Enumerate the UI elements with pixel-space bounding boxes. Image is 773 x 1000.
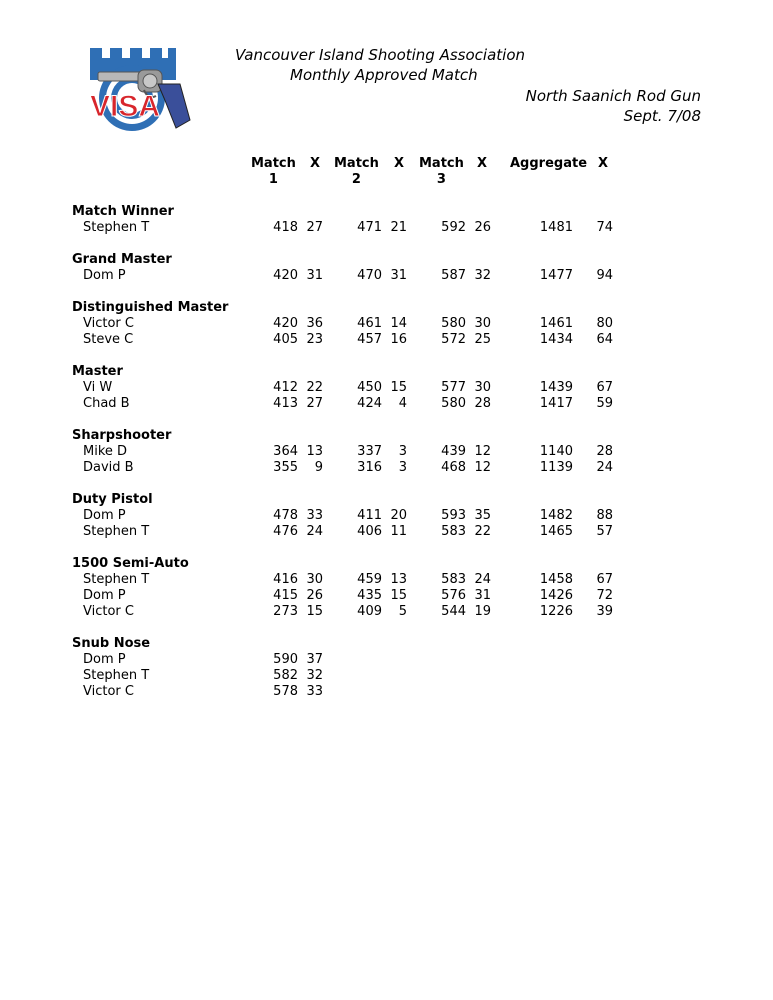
match2-score: 316 xyxy=(357,460,382,475)
table-row xyxy=(72,444,712,460)
aggregate-score: 1426 xyxy=(539,588,573,603)
match1-score: 582 xyxy=(273,668,298,683)
match3-x: 12 xyxy=(474,444,491,459)
match2-x: 14 xyxy=(390,316,407,331)
table-row xyxy=(72,380,712,396)
category-section xyxy=(72,364,712,412)
match1-score: 412 xyxy=(273,380,298,395)
aggregate-x: 80 xyxy=(596,316,613,331)
match2-score: 471 xyxy=(357,220,382,235)
aggregate-x: 57 xyxy=(596,524,613,539)
aggregate-score: 1434 xyxy=(539,332,573,347)
aggregate-x: 24 xyxy=(596,460,613,475)
match2-score: 459 xyxy=(357,572,382,587)
match3-score: 577 xyxy=(441,380,466,395)
match2-score: 406 xyxy=(357,524,382,539)
table-row xyxy=(72,316,712,332)
match1-x: 27 xyxy=(306,220,323,235)
match3-score: 572 xyxy=(441,332,466,347)
match3-score: 580 xyxy=(441,396,466,411)
match3-score: 468 xyxy=(441,460,466,475)
match3-score: 587 xyxy=(441,268,466,283)
category-section xyxy=(72,556,712,620)
match2-x: 11 xyxy=(390,524,407,539)
match1-x: 22 xyxy=(306,380,323,395)
category-section xyxy=(72,428,712,476)
match3-x: 30 xyxy=(474,316,491,331)
category-title: Grand Master xyxy=(72,252,172,267)
aggregate-score: 1226 xyxy=(539,604,573,619)
visa-logo xyxy=(80,40,195,132)
match2-x: 13 xyxy=(390,572,407,587)
match3-score: 592 xyxy=(441,220,466,235)
aggregate-score: 1477 xyxy=(539,268,573,283)
column-header-match2: Match 2 xyxy=(334,156,379,187)
match1-score: 364 xyxy=(273,444,298,459)
match1-score: 420 xyxy=(273,268,298,283)
category-title: Match Winner xyxy=(72,204,174,219)
table-row xyxy=(72,572,712,588)
table-row xyxy=(72,668,712,684)
aggregate-x: 67 xyxy=(596,380,613,395)
match1-x: 9 xyxy=(314,460,323,475)
match1-x: 32 xyxy=(306,668,323,683)
aggregate-x: 59 xyxy=(596,396,613,411)
match2-score: 337 xyxy=(357,444,382,459)
category-title: Master xyxy=(72,364,123,379)
table-row xyxy=(72,508,712,524)
match1-score: 478 xyxy=(273,508,298,523)
table-row xyxy=(72,332,712,348)
aggregate-x: 64 xyxy=(596,332,613,347)
match-date: Sept. 7/08 xyxy=(623,107,701,125)
match3-x: 26 xyxy=(474,220,491,235)
column-header-aggregate: Aggregate xyxy=(510,156,588,171)
aggregate-x: 39 xyxy=(596,604,613,619)
aggregate-x: 67 xyxy=(596,572,613,587)
shooter-name: Mike D xyxy=(83,444,128,459)
table-row xyxy=(72,604,712,620)
aggregate-score: 1481 xyxy=(539,220,573,235)
match1-score: 355 xyxy=(273,460,298,475)
match2-score: 424 xyxy=(357,396,382,411)
match3-score: 583 xyxy=(441,524,466,539)
match1-score: 415 xyxy=(273,588,298,603)
match2-x: 4 xyxy=(398,396,407,411)
category-title: Sharpshooter xyxy=(72,428,172,443)
aggregate-x: 94 xyxy=(596,268,613,283)
match3-x: 22 xyxy=(474,524,491,539)
category-section xyxy=(72,204,712,236)
shooter-name: Dom P xyxy=(83,652,126,667)
aggregate-score: 1140 xyxy=(539,444,573,459)
match2-x: 5 xyxy=(398,604,407,619)
aggregate-x: 74 xyxy=(596,220,613,235)
match1-x: 36 xyxy=(306,316,323,331)
match1-score: 413 xyxy=(273,396,298,411)
shooter-name: Victor C xyxy=(83,316,134,331)
column-header-x2: X xyxy=(394,156,405,171)
match1-score: 476 xyxy=(273,524,298,539)
shooter-name: Stephen T xyxy=(83,572,150,587)
match1-score: 420 xyxy=(273,316,298,331)
match1-score: 405 xyxy=(273,332,298,347)
aggregate-score: 1458 xyxy=(539,572,573,587)
shooter-name: David B xyxy=(83,460,134,475)
match3-score: 583 xyxy=(441,572,466,587)
aggregate-x: 72 xyxy=(596,588,613,603)
category-section xyxy=(72,636,712,700)
match1-score: 273 xyxy=(273,604,298,619)
column-header-x3: X xyxy=(477,156,488,171)
match1-score: 578 xyxy=(273,684,298,699)
match2-x: 20 xyxy=(390,508,407,523)
match2-score: 457 xyxy=(357,332,382,347)
match1-x: 26 xyxy=(306,588,323,603)
match1-x: 33 xyxy=(306,684,323,699)
table-row xyxy=(72,268,712,284)
match2-score: 435 xyxy=(357,588,382,603)
table-row xyxy=(72,588,712,604)
match3-x: 32 xyxy=(474,268,491,283)
aggregate-score: 1417 xyxy=(539,396,573,411)
match3-score: 580 xyxy=(441,316,466,331)
shooter-name: Stephen T xyxy=(83,524,150,539)
match2-score: 461 xyxy=(357,316,382,331)
category-title: Snub Nose xyxy=(72,636,151,651)
table-row xyxy=(72,684,712,700)
organization-title: Vancouver Island Shooting Association xyxy=(235,46,526,64)
match3-x: 35 xyxy=(474,508,491,523)
shooter-name: Dom P xyxy=(83,588,126,603)
category-title: Duty Pistol xyxy=(72,492,153,507)
match3-x: 25 xyxy=(474,332,491,347)
table-row xyxy=(72,460,712,476)
aggregate-score: 1439 xyxy=(539,380,573,395)
match3-x: 30 xyxy=(474,380,491,395)
table-row xyxy=(72,220,712,236)
match1-x: 31 xyxy=(306,268,323,283)
match1-x: 30 xyxy=(306,572,323,587)
match3-x: 24 xyxy=(474,572,491,587)
match2-x: 3 xyxy=(398,460,407,475)
logo-lettering: VISA xyxy=(90,90,161,123)
category-section xyxy=(72,252,712,284)
aggregate-score: 1139 xyxy=(539,460,573,475)
shooter-name: Victor C xyxy=(83,604,134,619)
aggregate-score: 1465 xyxy=(539,524,573,539)
table-row xyxy=(72,524,712,540)
match1-score: 590 xyxy=(273,652,298,667)
match2-x: 15 xyxy=(390,380,407,395)
match1-x: 37 xyxy=(306,652,323,667)
match2-score: 470 xyxy=(357,268,382,283)
match1-score: 418 xyxy=(273,220,298,235)
results-table xyxy=(72,204,712,716)
shooter-name: Dom P xyxy=(83,508,126,523)
match2-x: 3 xyxy=(398,444,407,459)
match2-x: 15 xyxy=(390,588,407,603)
match3-x: 31 xyxy=(474,588,491,603)
shooter-name: Victor C xyxy=(83,684,134,699)
match3-score: 576 xyxy=(441,588,466,603)
match3-score: 593 xyxy=(441,508,466,523)
column-header-x1: X xyxy=(310,156,321,171)
match-type-title: Monthly Approved Match xyxy=(290,66,478,84)
aggregate-score: 1461 xyxy=(539,316,573,331)
aggregate-x: 88 xyxy=(596,508,613,523)
match1-x: 13 xyxy=(306,444,323,459)
match3-score: 544 xyxy=(441,604,466,619)
table-row xyxy=(72,652,712,668)
match2-x: 31 xyxy=(390,268,407,283)
match1-x: 23 xyxy=(306,332,323,347)
match3-score: 439 xyxy=(441,444,466,459)
column-header-match1: Match 1 xyxy=(251,156,296,187)
match2-x: 16 xyxy=(390,332,407,347)
match2-score: 450 xyxy=(357,380,382,395)
match1-score: 416 xyxy=(273,572,298,587)
match3-x: 28 xyxy=(474,396,491,411)
aggregate-score: 1482 xyxy=(539,508,573,523)
match2-score: 409 xyxy=(357,604,382,619)
match3-x: 12 xyxy=(474,460,491,475)
column-header-match3: Match 3 xyxy=(419,156,464,187)
shooter-name: Vi W xyxy=(83,380,113,395)
category-title: Distinguished Master xyxy=(72,300,229,315)
match2-x: 21 xyxy=(390,220,407,235)
shooter-name: Steve C xyxy=(83,332,134,347)
shooter-name: Stephen T xyxy=(83,220,150,235)
category-section xyxy=(72,300,712,348)
table-row xyxy=(72,396,712,412)
category-section xyxy=(72,492,712,540)
match1-x: 24 xyxy=(306,524,323,539)
aggregate-x: 28 xyxy=(596,444,613,459)
venue-title: North Saanich Rod Gun xyxy=(525,87,701,105)
shooter-name: Chad B xyxy=(83,396,130,411)
match2-score: 411 xyxy=(357,508,382,523)
match1-x: 27 xyxy=(306,396,323,411)
shooter-name: Dom P xyxy=(83,268,126,283)
match1-x: 15 xyxy=(306,604,323,619)
category-title: 1500 Semi-Auto xyxy=(72,556,189,571)
match3-x: 19 xyxy=(474,604,491,619)
match1-x: 33 xyxy=(306,508,323,523)
column-header-xagg: X xyxy=(598,156,609,171)
shooter-name: Stephen T xyxy=(83,668,150,683)
